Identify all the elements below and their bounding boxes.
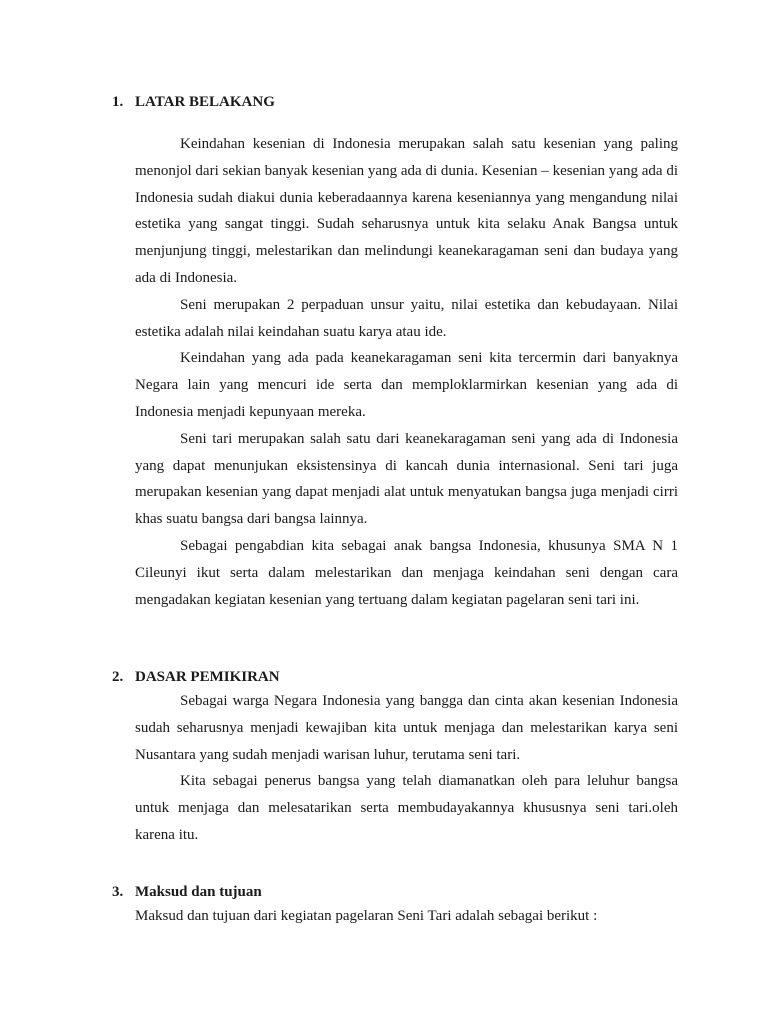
section-title: DASAR PEMIKIRAN	[135, 669, 280, 685]
section-body	[135, 903, 678, 930]
section-heading	[112, 882, 678, 902]
paragraph: Seni merupakan 2 perpaduan unsur yaitu, nilai estetika dan kebudayaan. Nilai estetika adalah nilai keindahan suatu karya atau ide.	[135, 296, 678, 340]
paragraph: Sebagai warga Negara Indonesia yang bangga dan cinta akan kesenian Indonesia sudah seharusnya menjadi kewajiban kita untuk menjaga dan melestarikan karya seni Nusantara yang sudah menjadi warisan luhur, terutama seni tari.	[135, 693, 678, 763]
section-body	[135, 688, 678, 849]
section-latar-belakang	[112, 92, 678, 613]
paragraph: Sebagai pengabdian kita sebagai anak bangsa Indonesia, khusunya SMA N 1 Cileunyi ikut serta dalam melestarikan dan menjaga keindahan seni dengan cara mengadakan kegiatan kesenian yang tertuang dalam kegiatan pagelaran seni tari ini.	[135, 537, 678, 608]
section-number: 2.	[112, 669, 124, 685]
paragraph: Keindahan yang ada pada keanekaragaman seni kita tercermin dari banyaknya Negara lain yang mencuri ide serta dan memploklarmirkan kesenian yang ada di Indonesia menjadi kepunyaan mereka.	[135, 350, 678, 420]
section-body	[135, 131, 678, 613]
section-title: LATAR BELAKANG	[135, 94, 275, 110]
paragraph: Keindahan kesenian di Indonesia merupakan salah satu kesenian yang paling menonjol dari sekian banyak kesenian yang ada di dunia. Kesenian – kesenian yang ada di Indonesia sudah diakui dunia keberadaannya karena keseniannya yang mengandung nilai estetika yang sangat tinggi. Sudah seharusnya untuk kita selaku Anak Bangsa untuk menjunjung tinggi, melestarikan dan melindungi keanekaragaman seni dan budaya yang ada di Indonesia.	[135, 136, 678, 286]
section-number: 1.	[112, 94, 124, 110]
section-heading	[112, 667, 678, 687]
section-heading	[112, 92, 678, 112]
section-title: Maksud dan tujuan	[135, 884, 262, 900]
section-dasar-pemikiran	[112, 667, 678, 849]
section-number: 3.	[112, 884, 124, 900]
section-maksud-dan-tujuan	[112, 882, 678, 930]
paragraph: Seni tari merupakan salah satu dari keanekaragaman seni yang ada di Indonesia yang dapat menunjukan eksistensinya di kancah dunia internasional. Seni tari juga merupakan kesenian yang dapat menjadi alat untuk menyatukan bangsa juga menjadi cirri khas suatu bangsa dari bangsa lainnya.	[135, 430, 678, 528]
paragraph: Kita sebagai penerus bangsa yang telah diamanatkan oleh para leluhur bangsa untuk menjaga dan melesatarikan serta membudayakannya khususnya seni tari.oleh karena itu.	[135, 773, 678, 843]
paragraph: Maksud dan tujuan dari kegiatan pagelaran Seni Tari adalah sebagai berikut :	[135, 908, 598, 924]
